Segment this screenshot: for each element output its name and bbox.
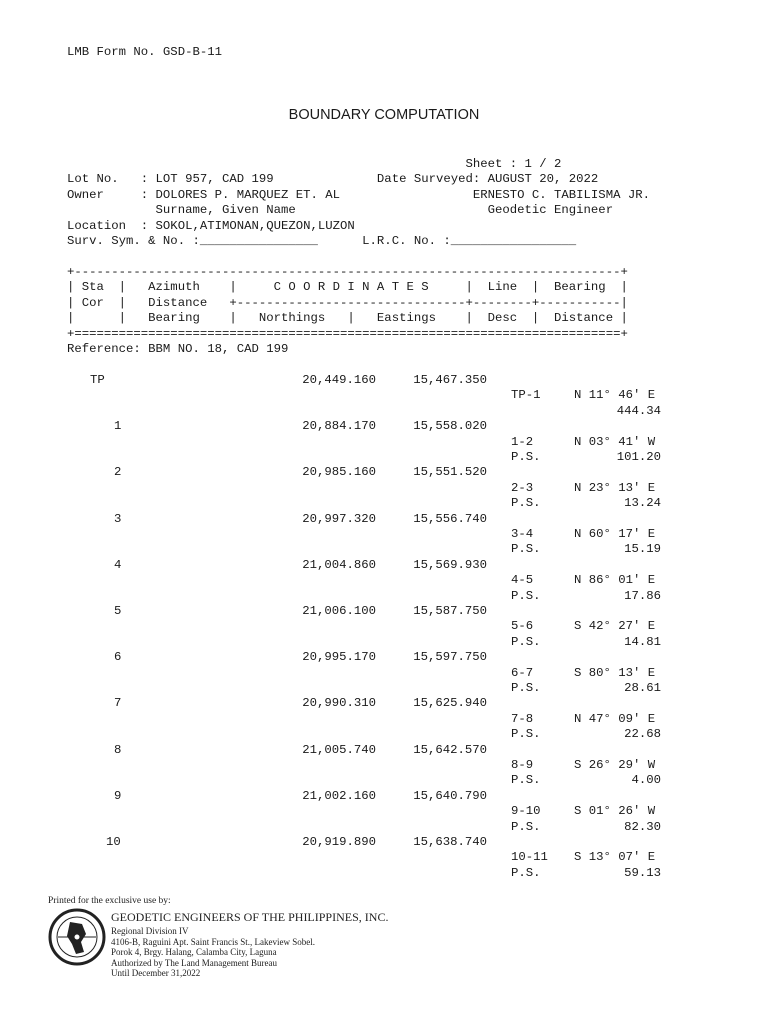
bearing-value: N 47° 09' E [574,711,656,726]
station-label: 6 [114,650,122,665]
distance-label: P.S. [511,496,541,511]
survey-symbol-line: Surv. Sym. & No. :________________ L.R.C. No. :_________________ [67,234,577,249]
line-desc: 10-11 [511,850,548,865]
bearing-value: N 86° 01' E [574,573,656,588]
easting-value: 15,587.750 [413,604,487,618]
table-border-top: +--------------------------------------------------------------------------+ [67,265,628,279]
northing-value: 21,004.860 [302,557,376,572]
distance-label: P.S. [511,588,541,603]
easting-value: 15,625.940 [413,696,487,711]
station-label: 5 [114,604,122,618]
northing-value: 20,995.170 [302,650,376,665]
line-desc: 4-5 [511,573,534,588]
distance-value: 13.24 [624,496,661,511]
northing-value: 21,005.740 [302,742,376,757]
easting-value: 15,569.930 [413,557,487,572]
location-line: Location : SOKOL,ATIMONAN,QUEZON,LUZON [67,218,355,233]
distance-label: P.S. [511,773,541,788]
table-header [67,265,628,342]
organization-name: GEODETIC ENGINEERS OF THE PHILIPPINES, INC. [111,910,389,924]
bearing-value: N 11° 46' E [574,388,656,403]
northing-value: 20,997.320 [302,511,376,526]
station-label: TP [90,373,105,387]
table-header-row2: | Cor | Distance +-------------------------------+--------+-----------| [67,295,628,310]
distance-label: P.S. [511,450,541,464]
northing-value: 21,002.160 [302,788,376,803]
distance-value: 4.00 [631,773,661,788]
owner-sub-line: Surname, Given Name Geodetic Engineer [67,203,614,218]
distance-value: 101.20 [616,450,661,464]
bearing-value: S 80° 13' E [574,665,656,680]
station-label: 10 [106,835,121,849]
distance-label: P.S. [511,865,541,880]
distance-label: P.S. [511,542,541,557]
form-number: LMB Form No. GSD-B-11 [67,45,222,59]
reference-line: Reference: BBM NO. 18, CAD 199 [67,342,289,356]
bearing-value: S 42° 27' E [574,619,656,634]
line-desc: 2-3 [511,480,534,495]
distance-label: P.S. [511,634,541,649]
bearing-value: S 26° 29' W [574,758,656,772]
station-label: 1 [114,419,122,434]
geodetic-engineers-seal-icon [48,908,106,966]
distance-value: 444.34 [616,403,661,418]
bearing-value: N 23° 13' E [574,480,656,495]
easting-value: 15,642.570 [413,742,487,757]
table-border-bottom: +==========================================================================+ [67,326,628,341]
table-header-row1: | Sta | Azimuth | C O O R D I N A T E S | Line | Bearing | [67,280,628,295]
station-label: 2 [114,465,122,480]
easting-value: 15,558.020 [413,419,487,434]
station-label: 7 [114,696,122,711]
station-label: 4 [114,557,122,572]
distance-value: 28.61 [624,681,661,695]
distance-label: P.S. [511,819,541,834]
footer [48,896,389,978]
distance-label: P.S. [511,727,541,742]
station-label: 3 [114,511,122,526]
owner-line: Owner : DOLORES P. MARQUEZ ET. AL ERNESTO C. TABILISMA JR. [67,187,650,202]
bearing-value: N 60° 17' E [574,527,656,541]
line-desc: 5-6 [511,619,534,634]
distance-value: 22.68 [624,727,661,742]
survey-header [67,157,650,249]
distance-value: 59.13 [624,865,661,880]
station-label: 9 [114,788,122,803]
division: Regional Division IV [111,926,189,936]
line-desc: 6-7 [511,665,534,680]
easting-value: 15,551.520 [413,465,487,480]
northing-value: 21,006.100 [302,604,376,618]
distance-value: 14.81 [624,634,661,649]
lot-date-line: Lot No. : LOT 957, CAD 199 Date Surveyed: AUGUST 20, 2022 [67,172,599,187]
authorization: Authorized by The Land Management Bureau [111,957,278,968]
address-line-1: 4106-B, Raguini Apt. Saint Francis St., Lakeview Sobel. [111,936,315,947]
easting-value: 15,597.750 [413,650,487,665]
line-desc: 3-4 [511,527,534,541]
northing-value: 20,985.160 [302,465,376,480]
bearing-value: S 01° 26' W [574,804,656,819]
line-desc: 7-8 [511,711,534,726]
line-desc: 8-9 [511,758,534,772]
page-title: BOUNDARY COMPUTATION [288,107,480,123]
northing-value: 20,919.890 [302,835,376,849]
easting-value: 15,640.790 [413,788,487,803]
bearing-value: N 03° 41' W [574,434,656,449]
line-desc: TP-1 [511,388,541,403]
easting-value: 15,467.350 [413,373,487,387]
line-desc: 1-2 [511,434,534,449]
northing-value: 20,884.170 [302,419,376,434]
easting-value: 15,638.740 [413,835,487,849]
distance-value: 15.19 [624,542,661,557]
line-desc: 9-10 [511,804,541,819]
distance-value: 17.86 [624,588,661,603]
address-line-2: Porok 4, Brgy. Halang, Calamba City, Laguna [111,947,277,957]
northing-value: 20,990.310 [302,696,376,711]
station-label: 8 [114,742,122,757]
distance-value: 82.30 [624,819,661,834]
valid-until: Until December 31,2022 [111,968,201,978]
easting-value: 15,556.740 [413,511,487,526]
printed-for-label: Printed for the exclusive use by: [48,896,171,906]
bearing-value: S 13° 07' E [574,850,656,865]
distance-label: P.S. [511,681,541,695]
table-header-row3: | | Bearing | Northings | Eastings | Desc | Distance | [67,311,628,326]
sheet-line: Sheet : 1 / 2 [67,157,562,171]
northing-value: 20,449.160 [302,373,376,387]
